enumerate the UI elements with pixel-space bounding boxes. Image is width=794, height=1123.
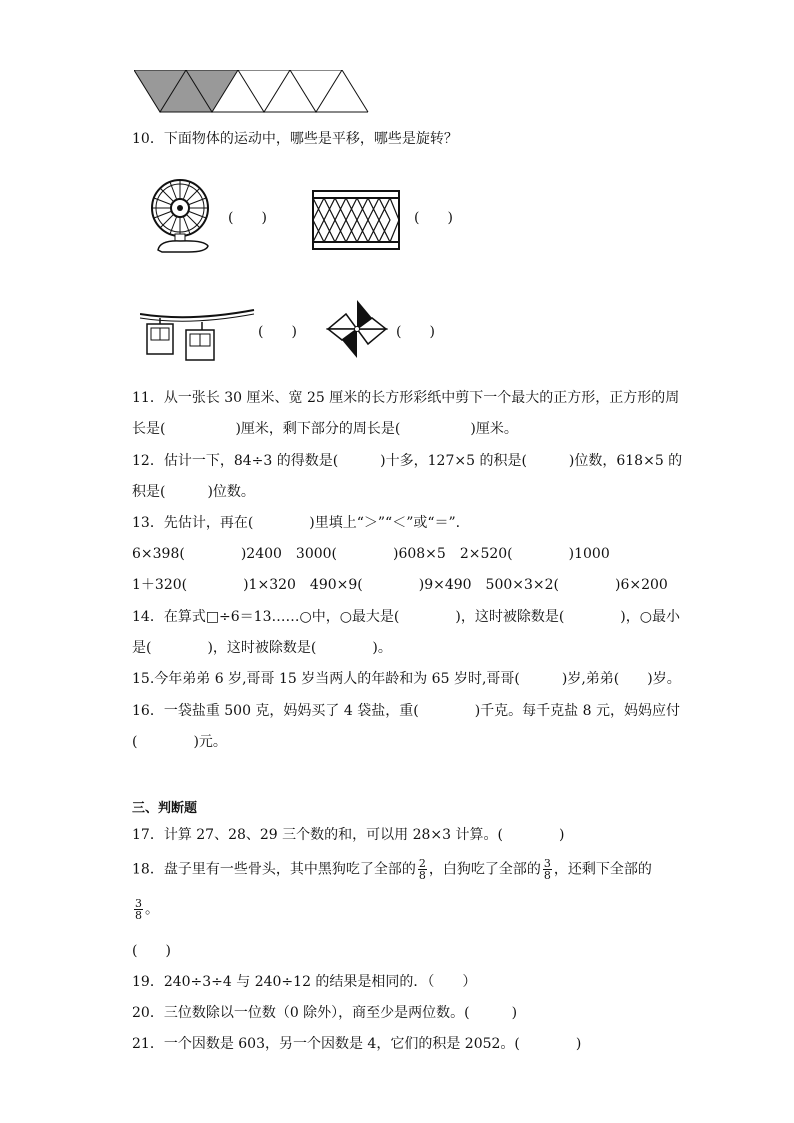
- collapsible-gate-icon: [312, 190, 400, 250]
- question-18-text-part: 。: [145, 901, 159, 918]
- question-18-text-part: 18．盘子里有一些骨头，其中黑狗吃了全部的: [132, 861, 416, 878]
- question-12-line-1: 12．估计一下，84÷3 的得数是( )十多，127×5 的积是( )位数，618×5 的: [132, 453, 683, 469]
- question-18-text-part: ，还剩下全部的: [553, 861, 652, 878]
- fraction: $\frac{3}{8}$: [543, 857, 551, 882]
- question-18-text-part: ，白狗吃了全部的: [428, 861, 541, 878]
- question-13-line-2: 6×398( )2400 3000( )608×5 2×520( )1000: [132, 546, 610, 562]
- section-title: 三、判断题: [132, 801, 198, 816]
- question-16-line-1: 16．一袋盐重 500 克，妈妈买了 4 袋盐，重( )千克。每千克盐 8 元，妈妈应付: [132, 703, 680, 719]
- electric-fan-icon: [148, 178, 212, 254]
- answer-paren-18[interactable]: ( ): [132, 943, 171, 959]
- question-11-line-2: 长是( )厘米，剩下部分的周长是( )厘米。: [132, 421, 518, 437]
- question-20: 20．三位数除以一位数（0 除外），商至少是两位数。( ): [132, 1005, 518, 1021]
- question-18-line-2: [132, 898, 159, 921]
- answer-paren-cable-car[interactable]: ( ): [258, 324, 297, 340]
- question-11-line-1: 11．从一张长 30 厘米、宽 25 厘米的长方形彩纸中剪下一个最大的正方形，正方形的周: [132, 390, 680, 406]
- fraction: $\frac{2}{8}$: [418, 857, 426, 882]
- cable-car-icon: [140, 300, 256, 362]
- question-13-line-1: 13．先估计，再在( )里填上“＞”“＜”或“＝”.: [132, 515, 461, 531]
- answer-paren-pinwheel[interactable]: ( ): [396, 324, 435, 340]
- question-12-line-2: 积是( )位数。: [132, 484, 255, 500]
- triangle-strip-figure: [134, 70, 370, 114]
- answer-paren-fan[interactable]: ( ): [228, 210, 267, 226]
- question-15: 15.今年弟弟 6 岁,哥哥 15 岁当两人的年龄和为 65 岁时,哥哥( )岁,弟弟( )岁。: [132, 671, 681, 687]
- question-14-line-2: 是( )，这时被除数是( )。: [132, 640, 392, 656]
- question-14-line-1: 14．在算式□÷6＝13……○中，○最大是( )，这时被除数是( )，○最小: [132, 609, 680, 625]
- question-21: 21．一个因数是 603，另一个因数是 4，它们的积是 2052。( ): [132, 1036, 582, 1052]
- fraction: $\frac{3}{8}$: [135, 897, 142, 922]
- question-17: 17．计算 27、28、29 三个数的和，可以用 28×3 计算。( ): [132, 827, 565, 843]
- question-10: 10．下面物体的运动中，哪些是平移，哪些是旋转？: [132, 131, 458, 147]
- question-16-line-2: ( )元。: [132, 734, 227, 750]
- question-13-line-3: 1＋320( )1×320 490×9( )9×490 500×3×2( )6×200: [132, 577, 668, 593]
- answer-paren-gate[interactable]: ( ): [414, 210, 453, 226]
- pinwheel-icon: [326, 298, 388, 360]
- question-18-line-1: [132, 858, 652, 881]
- question-19: 19．240÷3÷4 与 240÷12 的结果是相同的．（ ）: [132, 974, 477, 990]
